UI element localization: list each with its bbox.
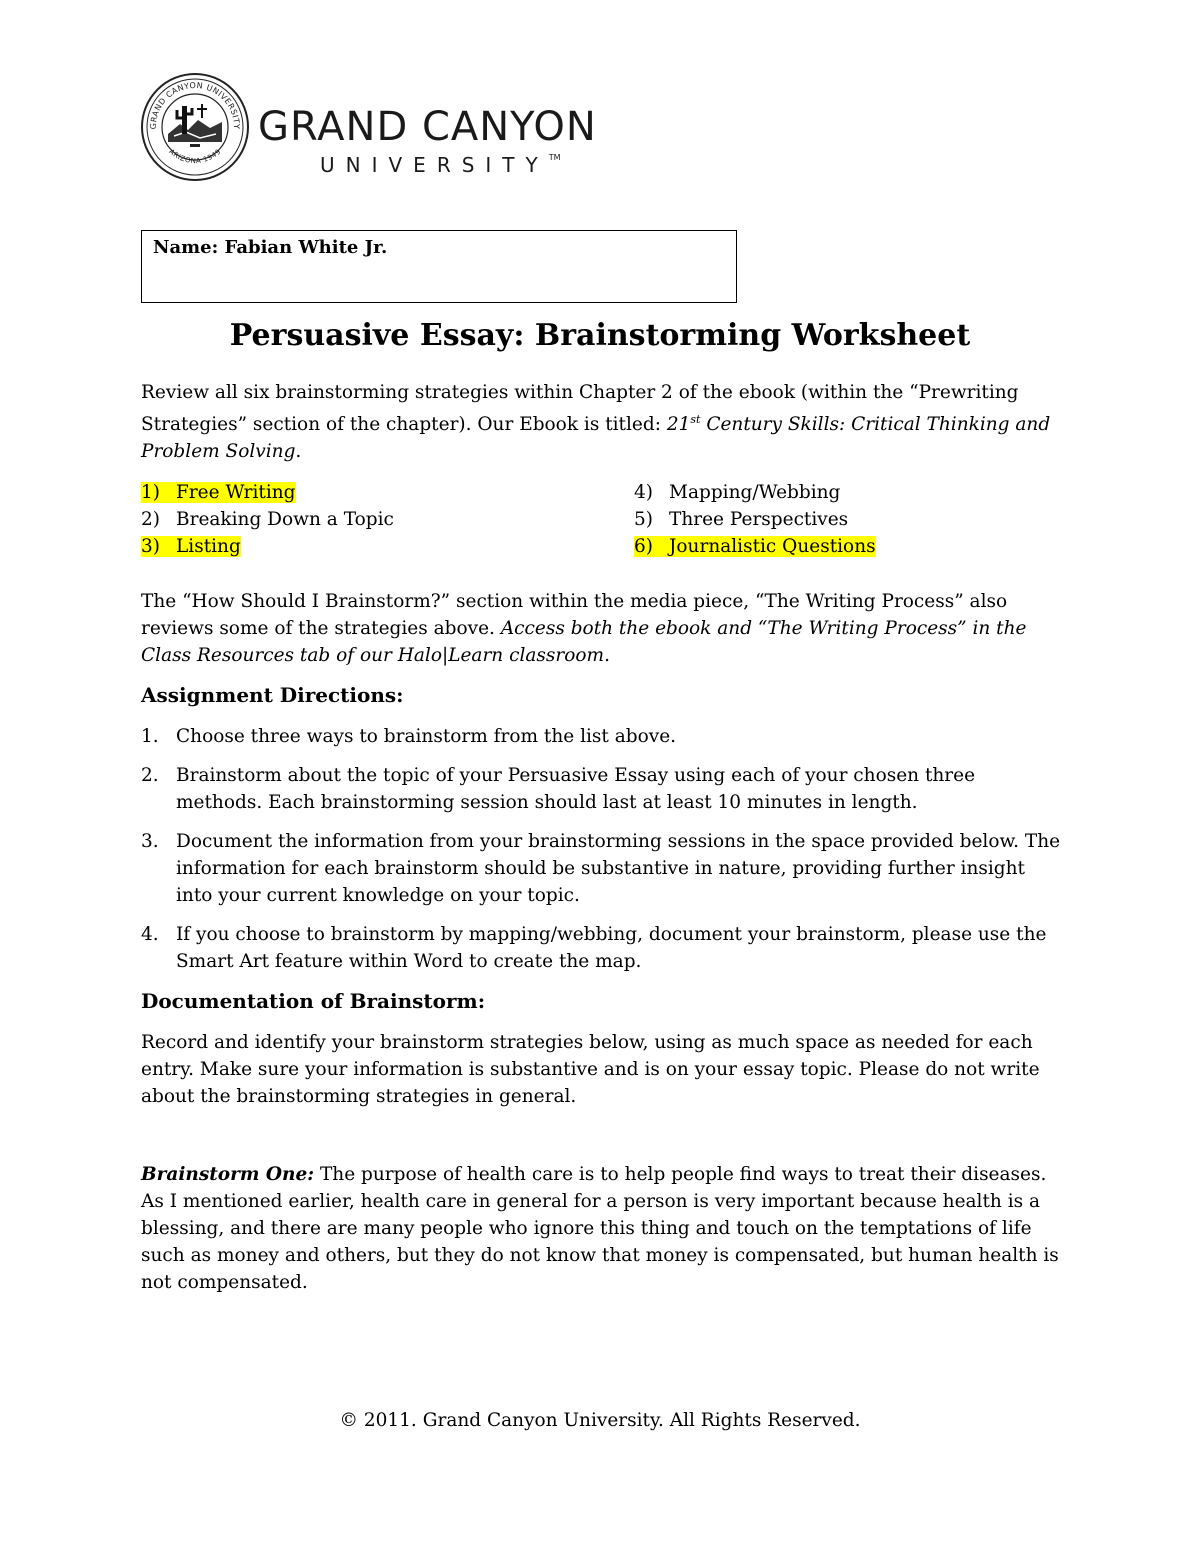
- intro-paragraph: Review all six brainstorming strategies within Chapter 2 of the ebook (within the “Prewriting Strategies” section of the chapter). Our Ebook is titled: 21st Century Skills: Critical Thinking and Problem Solving.: [141, 382, 1051, 463]
- strategy-list-left: [141, 479, 394, 560]
- list-item: 4) Mapping/Webbing: [634, 482, 841, 503]
- wordmark-title: GRAND CANYON: [258, 104, 597, 150]
- assignment-directions-heading: Assignment Directions:: [141, 683, 404, 707]
- name-label: Name:: [153, 237, 219, 258]
- university-wordmark: [258, 105, 597, 177]
- student-name: [153, 237, 387, 258]
- list-item: 1) Free Writing: [141, 482, 296, 503]
- media-paragraph: The “How Should I Brainstorm?” section within the media piece, “The Writing Process” also reviews some of the strategies above. Access both the ebook and “The Writing Process” in the Class Resources tab of our Halo|Learn classroom.: [141, 591, 1027, 666]
- svg-text:ARIZONA 1949: ARIZONA 1949: [167, 147, 223, 166]
- copyright-footer: © 2011. Grand Canyon University. All Rights Reserved.: [339, 1410, 861, 1431]
- strategy-list-right: [634, 479, 876, 560]
- svg-text:GRAND CANYON UNIVERSITY: GRAND CANYON UNIVERSITY: [148, 80, 242, 130]
- brainstorm-one-label: Brainstorm One:: [141, 1164, 315, 1185]
- brainstorm-one-paragraph: Brainstorm One: The purpose of health care is to help people find ways to treat their diseases. As I mentioned earlier, health care in general for a person is very important because health is a blessing, and there are many people who ignore this thing and touch on the temptations of life such as money and others, but they do not know that money is compensated, but human health is not compensated.: [141, 1164, 1059, 1293]
- directions-list: [141, 723, 1061, 987]
- list-item: 3) Listing: [141, 536, 241, 557]
- name-box: [141, 230, 737, 303]
- list-item: 1. Choose three ways to brainstorm from the list above.: [141, 726, 677, 747]
- documentation-heading: Documentation of Brainstorm:: [141, 989, 486, 1013]
- university-seal-logo: [140, 72, 250, 182]
- documentation-paragraph: Record and identify your brainstorm strategies below, using as much space as needed for each entry. Make sure your information is substantive and is on your essay topic. Please do not write about the brainstorming strategies in general.: [141, 1032, 1040, 1107]
- list-item: 2. Brainstorm about the topic of your Persuasive Essay using each of your chosen three methods. Each brainstorming session should last at least 10 minutes in length.: [141, 765, 976, 813]
- list-item: 3. Document the information from your brainstorming sessions in the space provided below. The information for each brainstorm should be substantive in nature, providing further insight into your current knowledge on your topic.: [141, 831, 1061, 906]
- list-item: 6) Journalistic Questions: [634, 536, 876, 557]
- name-value: Fabian White Jr.: [224, 237, 388, 258]
- list-item: 2) Breaking Down a Topic: [141, 509, 394, 530]
- page-title: Persuasive Essay: Brainstorming Worksheet: [229, 318, 971, 353]
- wordmark-subtitle: UNIVERSITY™: [320, 153, 561, 177]
- list-item: 5) Three Perspectives: [634, 509, 849, 530]
- list-item: 4. If you choose to brainstorm by mapping/webbing, document your brainstorm, please use the Smart Art feature within Word to create the map.: [141, 924, 1047, 972]
